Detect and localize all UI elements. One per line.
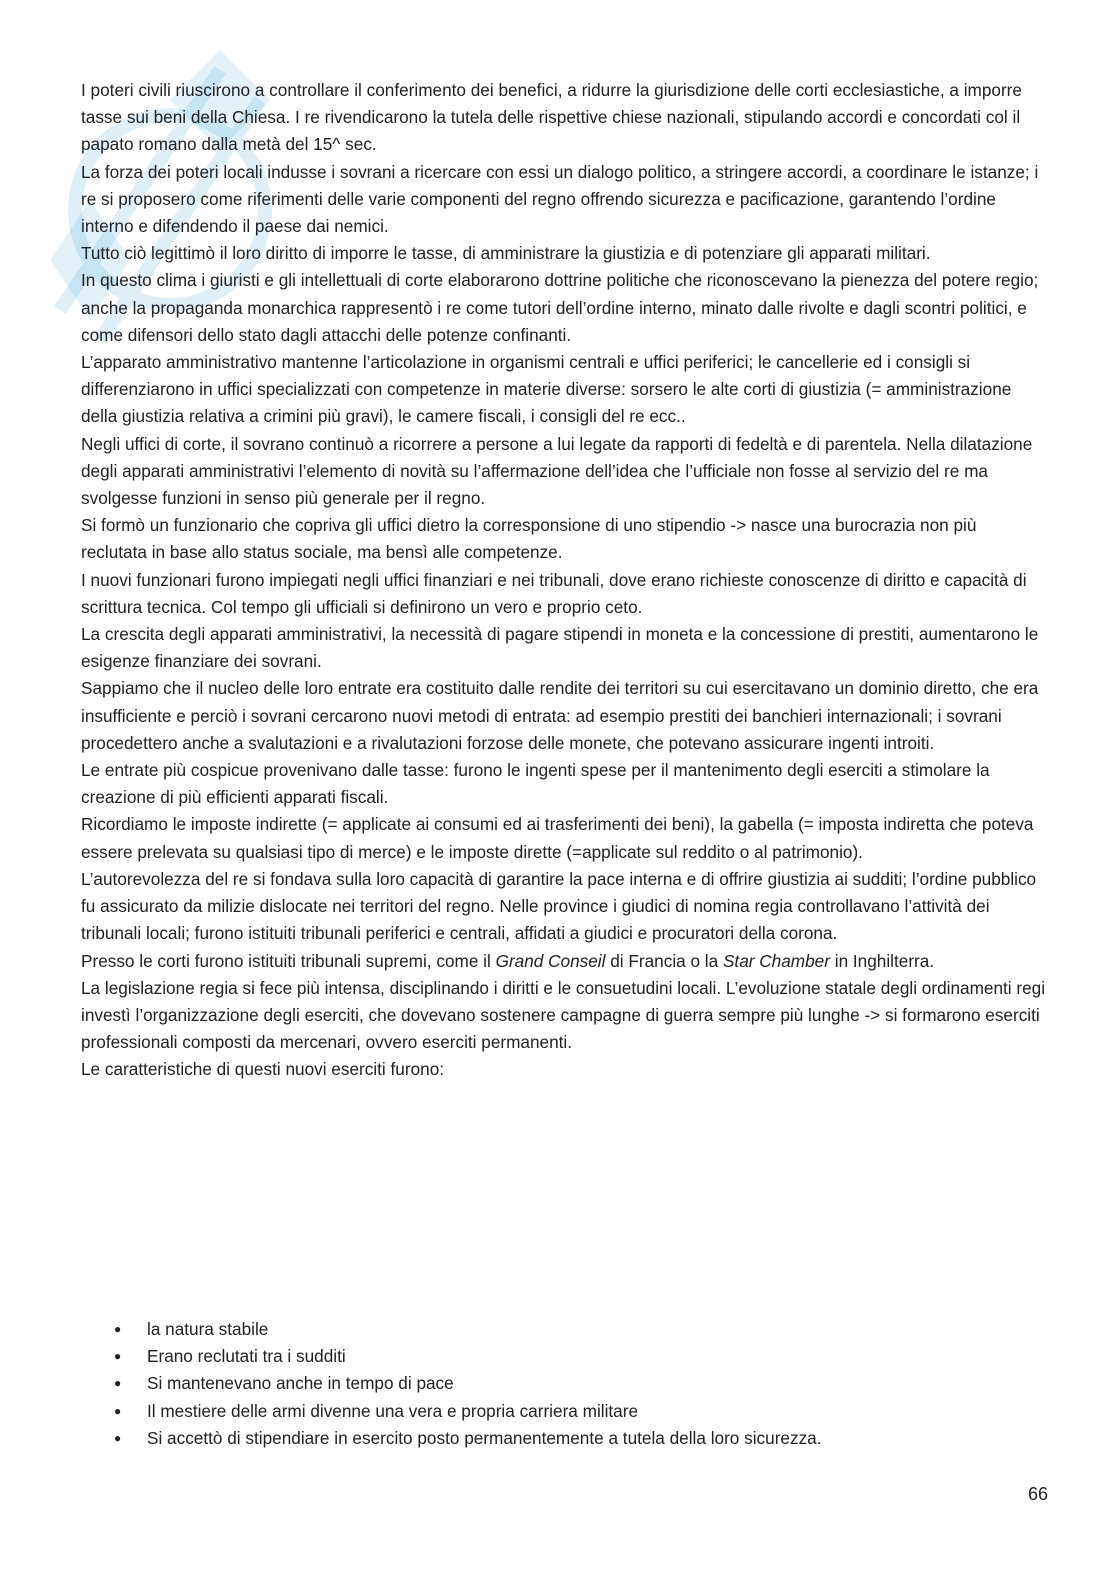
bullet-list <box>114 1316 1044 1452</box>
text-run: in Inghilterra. <box>829 950 935 971</box>
paragraph: Ricordiamo le imposte indirette (= applicate ai consumi ed ai trasferimenti dei beni), la gabella (= imposta indiretta che poteva essere prelevata su qualsiasi tipo di merce) e le imposte dirette (=applicate sul reddito o al patrimonio). <box>81 814 1034 862</box>
paragraph: La legislazione regia si fece più intensa, disciplinando i diritti e le consuetudini locali. L’evoluzione statale degli ordinamenti regi investì l’organizzazione degli eserciti, che dovevano sostenere campagne di guerra sempre più lunghe -> si formarono eserciti professionali composti da mercenari, ovvero eserciti permanenti. <box>81 977 1046 1053</box>
paragraph: Le caratteristiche di questi nuovi eserciti furono: <box>81 1059 445 1080</box>
paragraph: I nuovi funzionari furono impiegati negli uffici finanziari e nei tribunali, dove erano richieste conoscenze di diritto e capacità di scrittura tecnica. Col tempo gli ufficiali si definirono un vero e proprio ceto. <box>81 569 1027 617</box>
paragraph: Sappiamo che il nucleo delle loro entrate era costituito dalle rendite dei territori su cui esercitavano un dominio diretto, che era insufficiente e perciò i sovrani cercarono nuovi metodi di entrata: ad esempio prestiti dei banchieri internazionali; i sovrani procedettero anche a svalutazioni e a rivalutazioni forzose delle monete, che potevano assicurare ingenti introiti. <box>81 678 1039 753</box>
list-item: ● Erano reclutati tra i sudditi <box>114 1343 1044 1370</box>
paragraph: Tutto ciò legittimò il loro diritto di imporre le tasse, di amministrare la giustizia e di potenziare gli apparati militari. <box>81 243 931 264</box>
paragraph: Le entrate più cospicue provenivano dalle tasse: furono le ingenti spese per il mantenimento degli eserciti a stimolare la creazione di più efficienti apparati fiscali. <box>81 760 990 808</box>
paragraph: In questo clima i giuristi e gli intellettuali di corte elaborarono dottrine politiche che riconoscevano la pienezza del potere regio; anche la propaganda monarchica rappresentò i re come tutori dell’ordine interno, minato dalle rivolte e dagli scontri politici, e come difensori dello stato dagli attacchi delle potenze confinanti. <box>81 270 1039 345</box>
italic-term-grand-conseil: Grand Conseil <box>495 950 606 971</box>
paragraph: La crescita degli apparati amministrativi, la necessità di pagare stipendi in moneta e la concessione di prestiti, aumentarono le esigenze finanziare dei sovrani. <box>81 624 1039 672</box>
list-item: ● Si mantenevano anche in tempo di pace <box>114 1370 1044 1397</box>
paragraph: Si formò un funzionario che copriva gli uffici dietro la corresponsione di uno stipendio -> nasce una burocrazia non più reclutata in base allo status sociale, ma bensì alle competenze. <box>81 515 977 563</box>
list-item: ● Si accettò di stipendiare in esercito posto permanentemente a tutela della loro sicurezza. <box>114 1425 1044 1452</box>
paragraph: L’apparato amministrativo mantenne l’articolazione in organismi centrali e uffici periferici; le cancellerie ed i consigli si differenziarono in uffici specializzati con competenze in materie diverse: sorsero le alte corti di giustizia (= amministrazione della giustizia relativa a crimini più gravi), le camere fiscali, i consigli del re ecc.. <box>81 352 1012 427</box>
page-number: 66 <box>1027 1484 1048 1504</box>
text-run: Presso le corti furono istituiti tribunali supremi, come il <box>81 950 496 971</box>
text-run: di Francia o la <box>605 950 723 971</box>
paragraph: La forza dei poteri locali indusse i sovrani a ricercare con essi un dialogo politico, a stringere accordi, a coordinare le istanze; i re si proposero come riferimenti delle varie componenti del regno offrendo sicurezza e pacificazione, garantendo l’ordine interno e difendendo il paese dai nemici. <box>81 161 1039 237</box>
paragraph: Negli uffici di corte, il sovrano continuò a ricorrere a persone a lui legate da rapporti di fedeltà e di parentela. Nella dilatazione degli apparati amministrativi l’elemento di novità su l’affermazione dell’idea che l’ufficiale non fosse al servizio del re ma svolgesse funzioni in senso più generale per il regno. <box>81 433 1033 509</box>
tribunals-paragraph <box>81 948 1046 975</box>
paragraph: I poteri civili riuscirono a controllare il conferimento dei benefici, a ridurre la giurisdizione delle corti ecclesiastiche, a imporre tasse sui beni della Chiesa. I re rivendicarono la tutela delle rispettive chiese nazionali, stipulando accordi e concordati col il papato romano dalla metà del 15^ sec. <box>81 80 1022 155</box>
list-item: ● la natura stabile <box>114 1316 1044 1343</box>
document-body <box>81 77 1046 1084</box>
italic-term-star-chamber: Star Chamber <box>722 950 830 971</box>
paragraph: L’autorevolezza del re si fondava sulla loro capacità di garantire la pace interna e di offrire giustizia ai sudditi; l’ordine pubblico fu assicurato da milizie dislocate nei territori del regno. Nelle province i giudici di nomina regia controllavano l’attività dei tribunali locali; furono istituiti tribunali periferici e centrali, affidati a giudici e procuratori della corona. <box>81 868 1037 944</box>
list-item: ● Il mestiere delle armi divenne una vera e propria carriera militare <box>114 1398 1044 1425</box>
